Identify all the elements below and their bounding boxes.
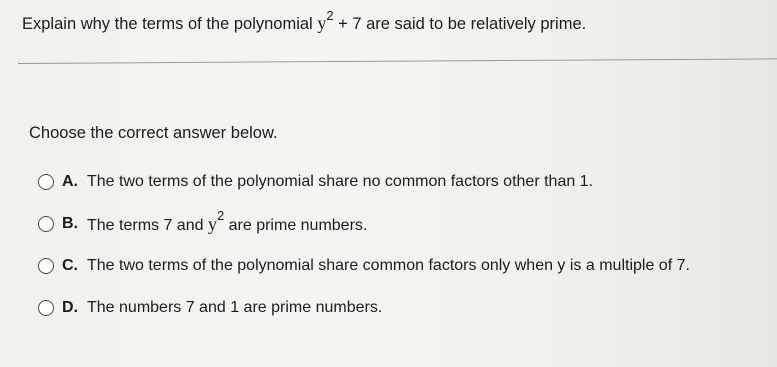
option-variable: y [207, 213, 217, 234]
instruction-text: Choose the correct answer below. [29, 124, 278, 142]
radio-button-icon[interactable] [38, 216, 54, 232]
option-text-prefix: The terms 7 and [87, 216, 208, 234]
option-b[interactable] [38, 208, 690, 236]
option-d[interactable] [38, 296, 690, 320]
option-a[interactable] [38, 170, 690, 194]
option-text [87, 208, 368, 235]
radio-button-icon[interactable] [38, 174, 54, 190]
divider [18, 58, 777, 64]
question-suffix: + 7 are said to be relatively prime. [333, 15, 587, 33]
radio-button-icon[interactable] [38, 258, 54, 274]
option-letter: C. [62, 257, 78, 274]
option-letter: B. [62, 215, 78, 232]
question-exponent: 2 [326, 7, 334, 23]
question-variable: y [317, 13, 327, 33]
option-letter: A. [62, 173, 78, 190]
question-text [22, 7, 587, 33]
option-text: The two terms of the polynomial share no common factors other than 1. [87, 173, 594, 190]
option-c[interactable] [38, 254, 690, 278]
option-exponent: 2 [216, 208, 225, 224]
question-prefix: Explain why the terms of the polynomial [22, 15, 318, 33]
option-letter: D. [62, 299, 78, 316]
option-text: The two terms of the polynomial share common factors only when y is a multiple of 7. [87, 257, 690, 274]
radio-button-icon[interactable] [38, 300, 54, 316]
option-text-suffix: are prime numbers. [224, 216, 368, 234]
answer-options [38, 170, 690, 338]
option-text: The numbers 7 and 1 are prime numbers. [87, 299, 383, 316]
